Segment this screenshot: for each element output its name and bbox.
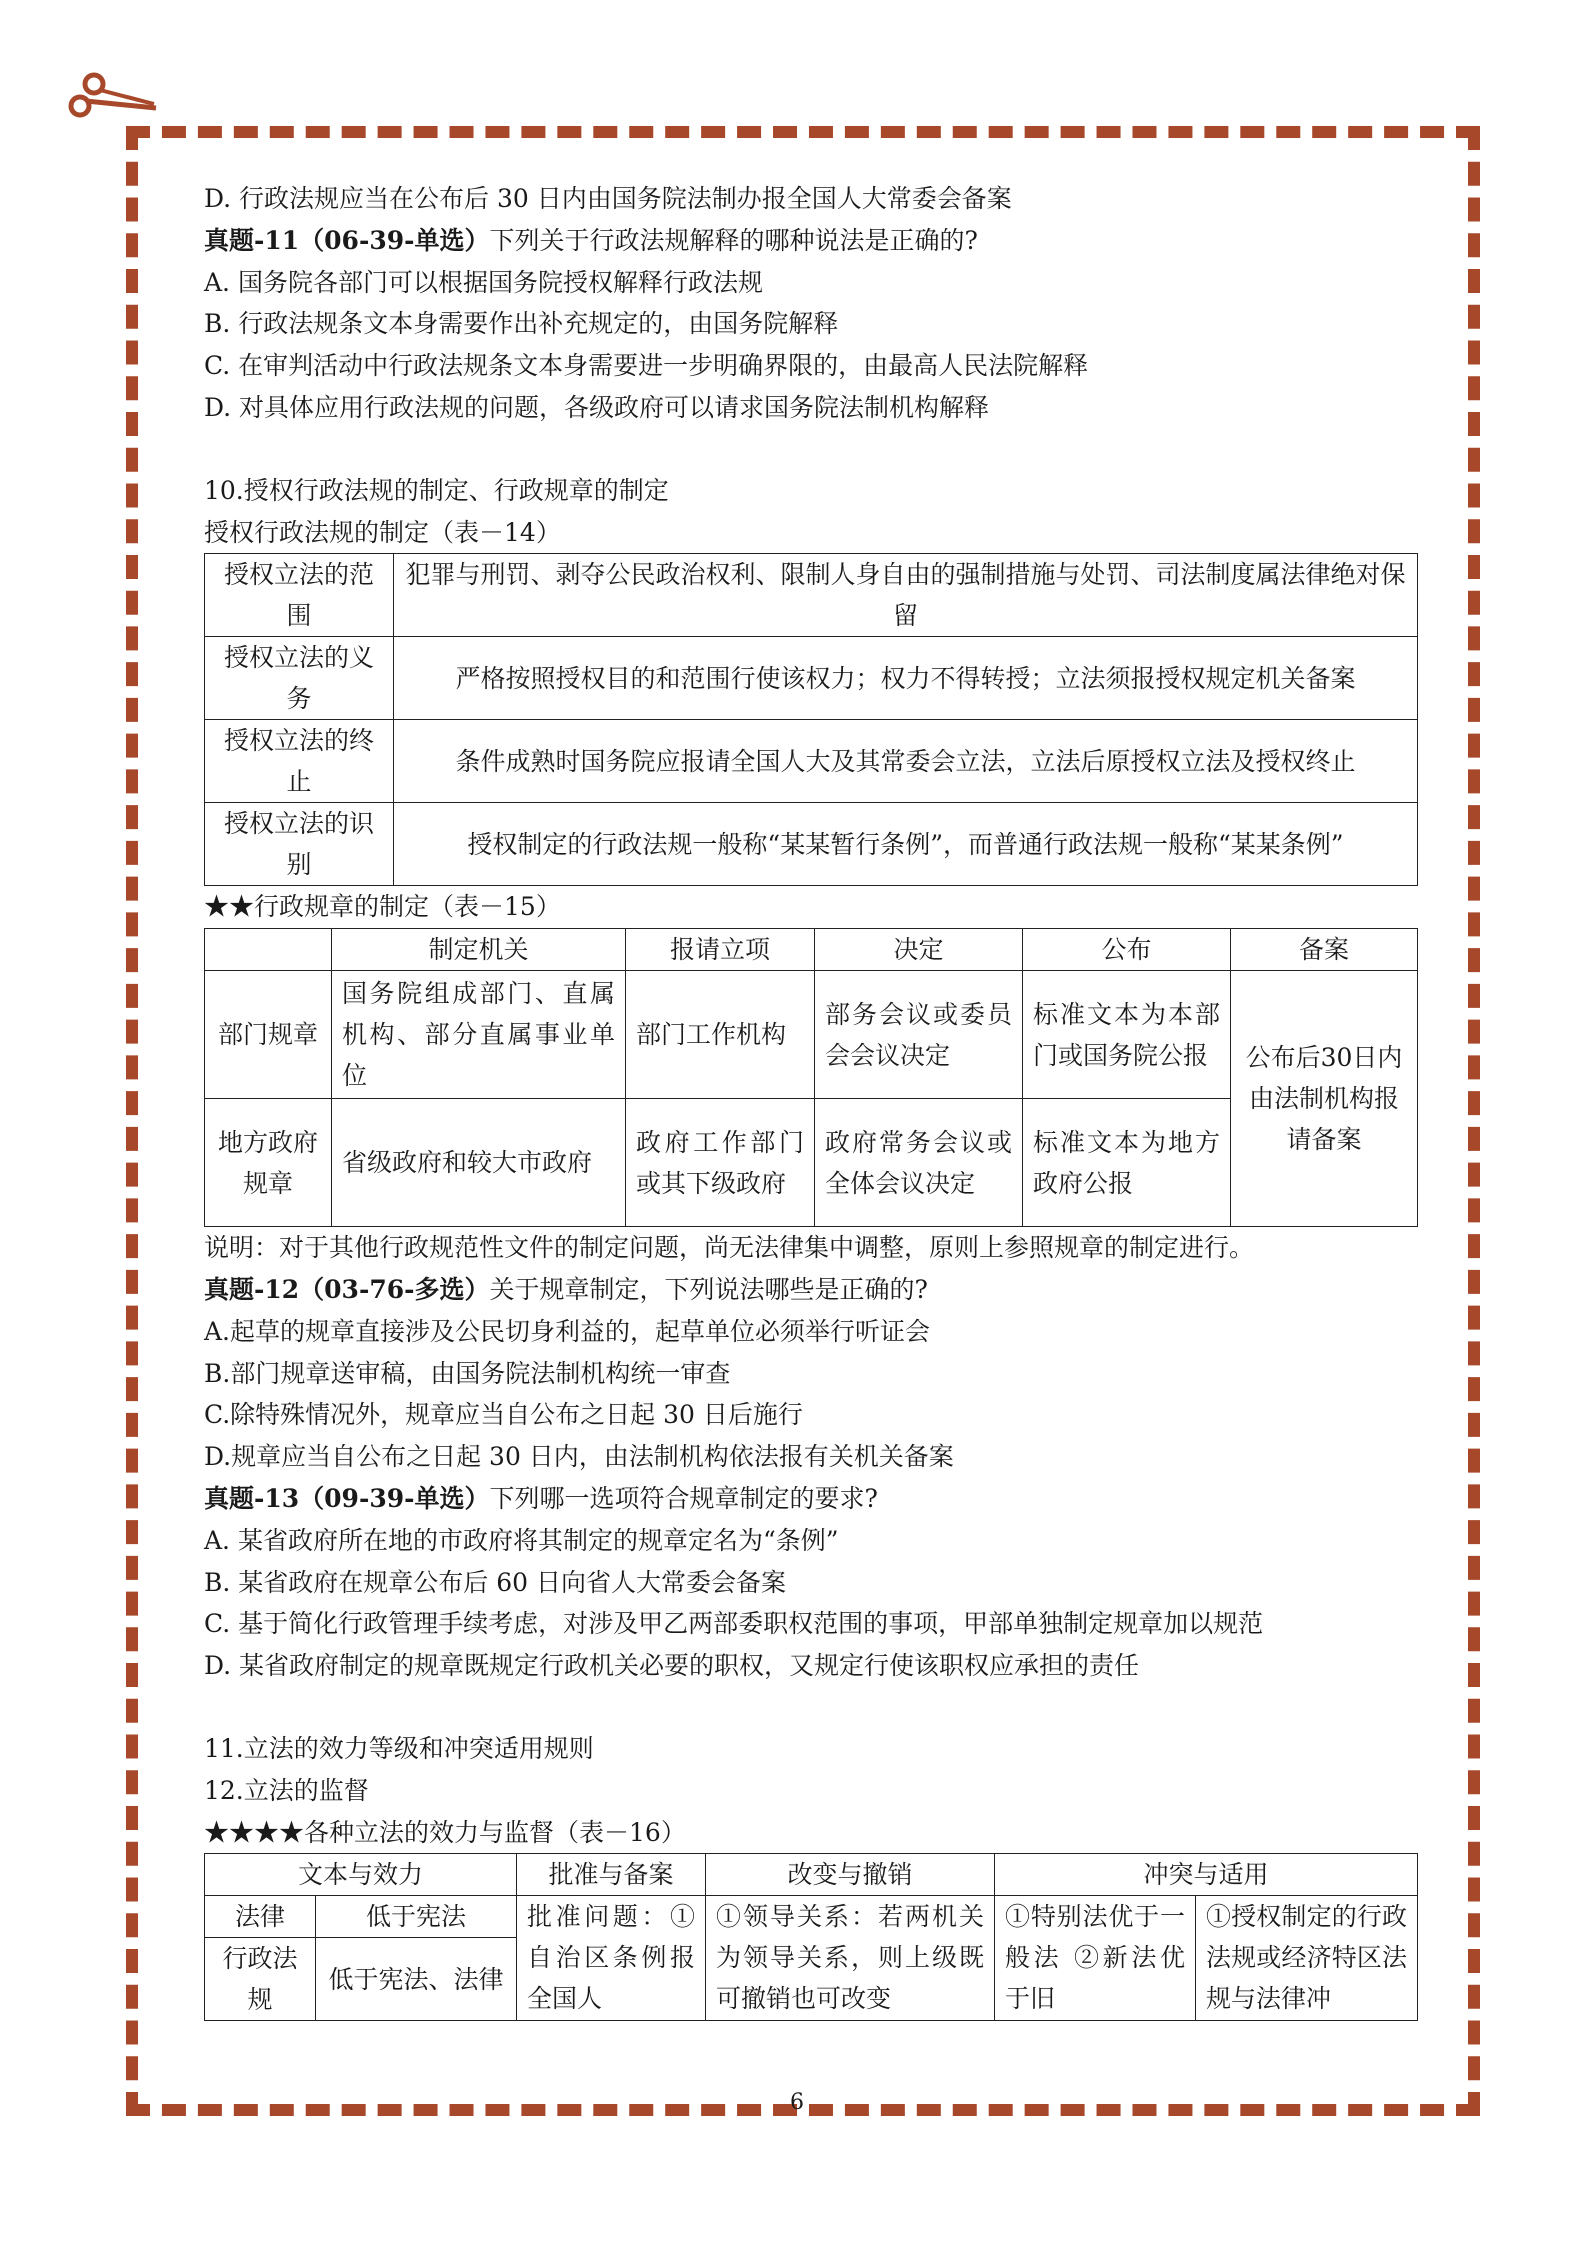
table-row [205,637,1418,720]
question-12-stem: 关于规章制定，下列说法哪些是正确的? [489,1274,928,1304]
question-11-option-c: C. 在审判活动中行政法规条文本身需要进一步明确界限的，由最高人民法院解释 [204,351,1089,381]
table-15-decide: 部务会议或委员会会议决定 [815,971,1023,1099]
table-15 [204,928,1418,1227]
table-16-row-effect: 低于宪法、法律 [316,1938,517,2021]
intro-option-line: D. 行政法规应当在公布后 30 日内由国务院法制办报全国人大常委会备案 [204,184,1012,213]
scissors-icon [66,68,158,124]
table-15-header: 备案 [1231,929,1418,971]
question-11-stem: 下列关于行政法规解释的哪种说法是正确的? [489,225,978,255]
table-16 [204,1853,1418,2021]
table-15-header: 公布 [1023,929,1231,971]
table-16-approval: 批准问题：①自治区条例报全国人 [517,1896,706,2021]
question-13 [204,1478,1418,1520]
table-15-row-name: 地方政府规章 [205,1099,332,1227]
table-16-row-effect: 低于宪法 [316,1896,517,1938]
table-15-header [205,929,332,971]
question-13-stem: 下列哪一选项符合规章制定的要求? [489,1483,878,1513]
question-11-option-a: A. 国务院各部门可以根据国务院授权解释行政法规 [204,267,763,297]
table-16-conflict-1: ①特别法优于一般法 ②新法优于旧 [995,1896,1196,2021]
table-14-key: 授权立法的终止 [205,720,394,803]
table-14-caption: 授权行政法规的制定（表－14） [204,517,561,547]
table-15-decide: 政府常务会议或全体会议决定 [815,1099,1023,1227]
table-15-project: 部门工作机构 [626,971,815,1099]
question-13-title: 真题-13（09-39-单选） [204,1483,490,1513]
table-15-caption: ★★行政规章的制定（表－15） [204,892,561,922]
question-12-option-d: D.规章应当自公布之日起 30 日内，由法制机构依法报有关机关备案 [204,1442,954,1472]
table-header-row [205,1854,1418,1896]
section-11-heading: 11.立法的效力等级和冲突适用规则 [204,1733,594,1763]
table-15-row-name: 部门规章 [205,971,332,1099]
table-15-publish: 标准文本为地方政府公报 [1023,1099,1231,1227]
table-16-row-name: 法律 [205,1896,316,1938]
table-16-header: 冲突与适用 [995,1854,1418,1896]
table-16-header: 文本与效力 [205,1854,517,1896]
table-row [205,803,1418,886]
question-12 [204,1269,1418,1311]
table-14-key: 授权立法的识别 [205,803,394,886]
question-11-option-d: D. 对具体应用行政法规的问题，各级政府可以请求国务院法制机构解释 [204,392,990,422]
table-14-value: 严格按照授权目的和范围行使该权力；权力不得转授；立法须报授权规定机关备案 [394,637,1418,720]
table-16-caption: ★★★★各种立法的效力与监督（表－16） [204,1817,686,1847]
question-13-option-b: B. 某省政府在规章公布后 60 日向省人大常委会备案 [204,1567,786,1597]
question-13-option-d: D. 某省政府制定的规章既规定行政机关必要的职权，又规定行使该职权应承担的责任 [204,1651,1140,1681]
table-15-header: 决定 [815,929,1023,971]
table-row [205,971,1418,1099]
question-13-option-a: A. 某省政府所在地的市政府将其制定的规章定名为“条例” [204,1525,839,1555]
table-row [205,1896,1418,1938]
table-14-value: 条件成熟时国务院应报请全国人大及其常委会立法，立法后原授权立法及授权终止 [394,720,1418,803]
table-15-filing: 公布后30日内由法制机构报请备案 [1231,971,1418,1227]
question-12-option-a: A.起草的规章直接涉及公民切身利益的，起草单位必须举行听证会 [204,1316,931,1346]
table-14 [204,553,1418,886]
table-15-header: 制定机关 [332,929,626,971]
table-header-row [205,929,1418,971]
table-row [205,554,1418,637]
question-11-option-b: B. 行政法规条文本身需要作出补充规定的，由国务院解释 [204,309,839,339]
table-16-row-name: 行政法规 [205,1938,316,2021]
table-15-organ: 国务院组成部门、直属机构、部分直属事业单位 [332,971,626,1099]
table-14-key: 授权立法的义务 [205,637,394,720]
table-15-note: 说明：对于其他行政规范性文件的制定问题，尚无法律集中调整，原则上参照规章的制定进行。 [204,1233,1255,1263]
table-15-header: 报请立项 [626,929,815,971]
question-11 [204,220,1418,262]
question-11-title: 真题-11（06-39-单选） [204,225,490,255]
page-content [204,178,1418,2021]
table-14-value: 授权制定的行政法规一般称“某某暂行条例”，而普通行政法规一般称“某某条例” [394,803,1418,886]
section-10-heading: 10.授权行政法规的制定、行政规章的制定 [204,475,669,505]
table-15-publish: 标准文本为本部门或国务院公报 [1023,971,1231,1099]
table-14-value: 犯罪与刑罚、剥夺公民政治权利、限制人身自由的强制措施与处罚、司法制度属法律绝对保留 [394,554,1418,637]
page-number: 6 [790,2090,804,2115]
table-16-conflict-2: ①授权制定的行政法规或经济特区法规与法律冲 [1196,1896,1418,2021]
question-12-title: 真题-12（03-76-多选） [204,1274,490,1304]
table-14-key: 授权立法的范围 [205,554,394,637]
table-15-project: 政府工作部门或其下级政府 [626,1099,815,1227]
table-15-organ: 省级政府和较大市政府 [332,1099,626,1227]
table-16-change: ①领导关系：若两机关为领导关系，则上级既可撤销也可改变 [706,1896,995,2021]
section-12-heading: 12.立法的监督 [204,1775,369,1805]
question-12-option-c: C.除特殊情况外，规章应当自公布之日起 30 日后施行 [204,1400,803,1430]
question-12-option-b: B.部门规章送审稿，由国务院法制机构统一审查 [204,1358,731,1388]
table-16-header: 改变与撤销 [706,1854,995,1896]
table-row [205,720,1418,803]
question-13-option-c: C. 基于简化行政管理手续考虑，对涉及甲乙两部委职权范围的事项，甲部单独制定规章加以规范 [204,1609,1264,1639]
table-16-header: 批准与备案 [517,1854,706,1896]
